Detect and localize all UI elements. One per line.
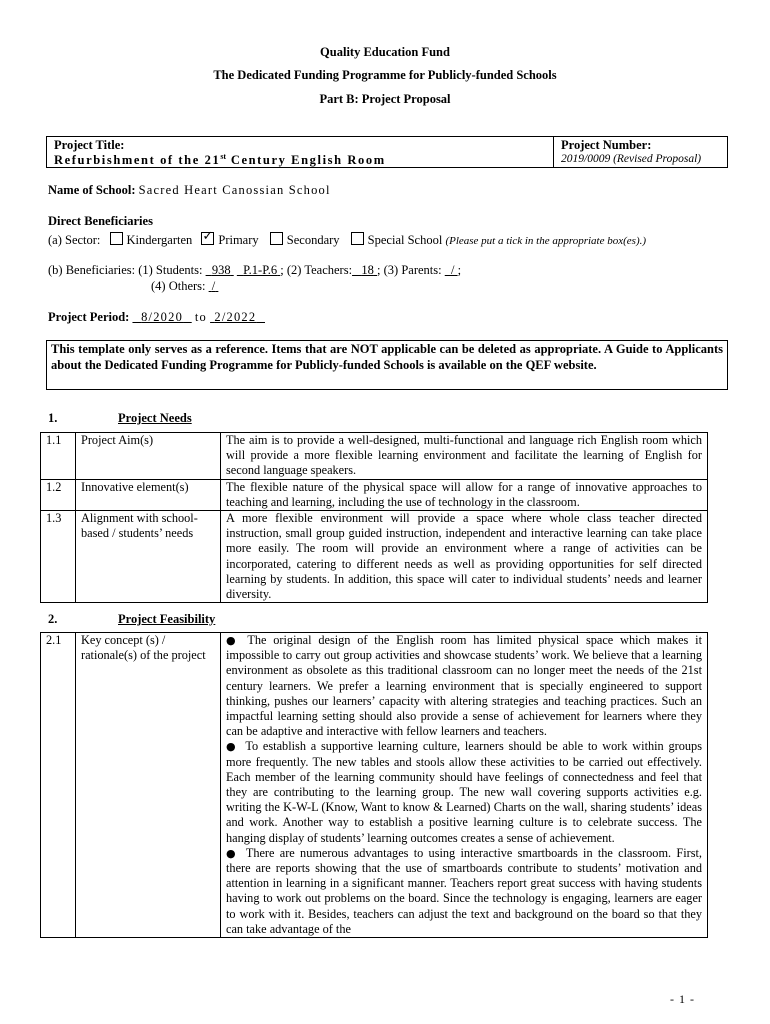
project-feasibility-table <box>40 632 708 938</box>
bullet-icon: ● <box>226 634 240 647</box>
others-count: / <box>211 279 216 293</box>
primary-label: Primary <box>218 233 259 247</box>
fund-title: Quality Education Fund <box>320 45 450 59</box>
section-1-title: Project Needs <box>118 411 192 425</box>
row-number: 1.1 <box>41 433 76 480</box>
project-title-cell <box>47 137 554 167</box>
students-prefix: (b) Beneficiaries: (1) Students: <box>48 263 203 277</box>
list-item: ● To establish a supportive learning culture, learners should be able to work within groups more frequently. The new tables and stools allow these activities to be carried out effectively. Each member of the learning community should have feelings of connectedness and feel that they are contributing to the learning group. The new wall covering supports activities e.g. writing the K-W-L (Know, Want to know & Learned) Charts on the wall, sharing students’ ideas and work. Another way to establish a positive learning culture is to celebrate success. The hanging display of students’ learning outcomes creates a sense of achievement. <box>226 739 702 845</box>
school-value: Sacred Heart Canossian School <box>138 183 331 197</box>
period-line <box>48 310 265 325</box>
row-label: Key concept (s) / rationale(s) of the project <box>76 633 221 938</box>
project-number-label: Project Number: <box>561 138 652 152</box>
parents-prefix: ; (3) Parents: <box>377 263 442 277</box>
teachers-prefix: ; (2) Teachers: <box>280 263 353 277</box>
project-title-label: Project Title: <box>54 138 125 152</box>
section-1-number: 1. <box>48 411 58 425</box>
kindergarten-checkbox[interactable] <box>110 232 123 245</box>
parents-count: / <box>451 263 455 277</box>
row-label: Project Aim(s) <box>76 433 221 480</box>
project-number-cell <box>554 137 727 167</box>
section-2-title: Project Feasibility <box>118 612 216 626</box>
others-prefix: (4) Others: <box>151 279 206 293</box>
row-number: 1.2 <box>41 479 76 510</box>
sector-label: (a) Sector: <box>48 233 101 247</box>
special-school-checkbox[interactable] <box>351 232 364 245</box>
secondary-checkbox[interactable] <box>270 232 283 245</box>
row-number: 2.1 <box>41 633 76 938</box>
school-label: Name of School: <box>48 183 136 197</box>
period-end: 2/2022 <box>214 310 257 324</box>
students-count: 938 <box>211 263 231 277</box>
teachers-count: 18 <box>361 263 374 277</box>
primary-checkbox[interactable] <box>201 232 214 245</box>
kindergarten-label: Kindergarten <box>126 233 193 247</box>
project-info-box <box>46 136 728 168</box>
period-to: to <box>194 310 207 324</box>
part-title: Part B: Project Proposal <box>319 92 451 106</box>
row-label: Innovative element(s) <box>76 479 221 510</box>
sector-note: (Please put a tick in the appropriate box(es).) <box>445 235 647 247</box>
row-number: 1.3 <box>41 511 76 603</box>
table-row <box>41 479 708 510</box>
beneficiaries-heading: Direct Beneficiaries <box>48 214 153 228</box>
special-school-label: Special School <box>367 233 443 247</box>
project-title-value: Refurbishment of the 21st Century English Room <box>54 152 386 168</box>
parents-suffix: ; <box>457 263 462 277</box>
template-note: This template only serves as a reference. Items that are NOT applicable can be deleted as appropriate. A Guide to Applicants about the Dedicated Funding Programme for Publicly-funded Schools is available on the QEF website. <box>46 340 728 390</box>
period-label: Project Period: <box>48 310 130 324</box>
row-text: The flexible nature of the physical space will allow for a range of innovative approaches to teaching and learning, including the use of technology in the classroom. <box>221 479 708 510</box>
page-number: - 1 - <box>670 992 695 1006</box>
row-text: A more flexible environment will provide a space where whole class teacher directed instruction, small group guided instruction, independent and interactive learning can take place more easily. The room will provide an environment where a range of activities can be incorporated, catering to different needs as well as providing opportunities for self directed learning by students. In addition, this space will cater to individual students’ needs and learner diversity. <box>221 511 708 603</box>
table-row <box>41 511 708 603</box>
project-needs-table <box>40 432 708 603</box>
period-start: 8/2020 <box>141 310 184 324</box>
programme-title: The Dedicated Funding Programme for Publicly-funded Schools <box>213 68 557 82</box>
others-line <box>151 279 218 294</box>
row-label: Alignment with school-based / students’ needs <box>76 511 221 603</box>
bullet-icon: ● <box>226 846 238 860</box>
secondary-label: Secondary <box>286 233 340 247</box>
row-text <box>221 633 708 938</box>
row-text: The aim is to provide a well-designed, multi-functional and language rich English room which will provide a more flexible learning environment and facilitate the learning of English for second language speakers. <box>221 433 708 480</box>
bullet-icon: ● <box>226 740 238 754</box>
table-row <box>41 433 708 480</box>
section-2-number: 2. <box>48 612 58 626</box>
sector-line <box>48 232 646 248</box>
list-item: ● There are numerous advantages to using interactive smartboards in the classroom. First, there are reports showing that the use of smartboards contribute to students’ motivation and attention in learning in a significant manner. Teachers report great success with having students having to work out problems on the board. Since the technology is engaging, learners are eager to work with it. Besides, teachers can adjust the text and background on the board so that they can take advantage of the <box>226 845 702 936</box>
list-item: ● The original design of the English room has limited physical space which makes it impossible to carry out group activities and showcase students’ work. We believe that a learning environment as obsolete as this traditional classroom can no longer meet the needs of the 21st century learners. We prefer a learning environment that is specially engineered to support thinking, pushes our learners’ capacity with altering strategies and teaching practices. Such an impactful learning setting should also provide a sense of achievement for learners where they can be adaptive and interactive with fellow learners and teachers. <box>226 633 702 739</box>
school-name-line <box>48 183 331 198</box>
beneficiaries-line <box>48 263 461 278</box>
project-number-value: 2019/0009 (Revised Proposal) <box>561 153 702 165</box>
table-row <box>41 633 708 938</box>
students-levels: P.1-P.6 <box>243 263 278 277</box>
